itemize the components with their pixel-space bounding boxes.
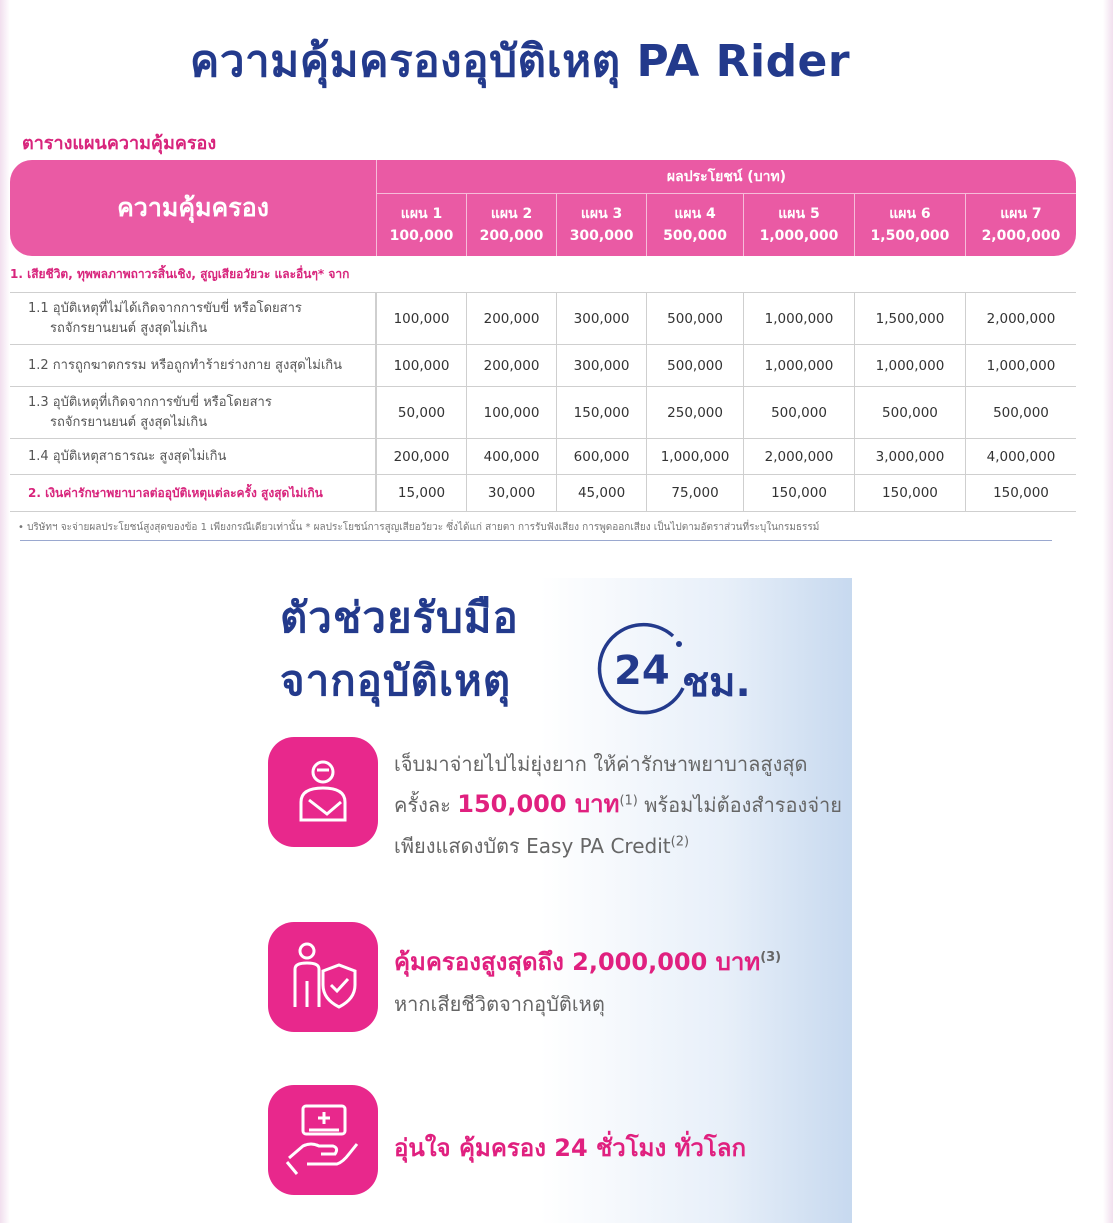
table-subtitle: ตารางแผนความคุ้มครอง — [22, 133, 217, 154]
table-cell: 100,000 — [376, 345, 466, 387]
plan-header: แผน 2 200,000 — [466, 194, 556, 256]
plan-header: แผน 3 300,000 — [556, 194, 646, 256]
table-cell: 250,000 — [646, 387, 743, 439]
table-cell: 500,000 — [854, 387, 965, 439]
table-cell: 100,000 — [376, 293, 466, 345]
table-cell: 500,000 — [646, 293, 743, 345]
promo-heading-line2: จากอุบัติเหตุ — [280, 656, 512, 705]
feature1-line3: เพียงแสดงบัตร Easy PA Credit$^{(2)}$ — [394, 834, 690, 858]
table-cell: 100,000 — [466, 387, 556, 439]
table-cell: 1,000,000 — [965, 345, 1076, 387]
table-cell: 150,000 — [965, 475, 1076, 512]
table-cell: 200,000 — [466, 293, 556, 345]
table-cell: 300,000 — [556, 345, 646, 387]
table-cell: 150,000 — [743, 475, 854, 512]
table-cell: 50,000 — [376, 387, 466, 439]
person-shield-icon — [268, 922, 378, 1032]
table-cell: 400,000 — [466, 439, 556, 475]
hours-unit: ชม. — [682, 660, 751, 706]
table-cell: 1,000,000 — [743, 345, 854, 387]
feature1-line2: ครั้งละ 150,000 บาท$^{(1)}$ พร้อมไม่ต้องสำรองจ่าย — [394, 790, 842, 818]
coverage-table — [10, 160, 1076, 512]
table-cell: 4,000,000 — [965, 439, 1076, 475]
plan-header: แผน 1 100,000 — [376, 194, 466, 256]
table-cell: 600,000 — [556, 439, 646, 475]
table-cell: 2,000,000 — [965, 293, 1076, 345]
feature2-subtitle: หากเสียชีวิตจากอุบัติเหตุ — [394, 992, 605, 1016]
divider — [20, 540, 1052, 541]
plan-header: แผน 6 1,500,000 — [854, 194, 965, 256]
table-cell: 1,000,000 — [646, 439, 743, 475]
table-row — [10, 439, 1076, 475]
table-cell: 150,000 — [556, 387, 646, 439]
plan-header: แผน 5 1,000,000 — [743, 194, 854, 256]
table-row — [10, 387, 1076, 439]
row-label: 1.4 อุบัติเหตุสาธารณะ สูงสุดไม่เกิน — [10, 439, 376, 475]
plan-header: แผน 7 2,000,000 — [965, 194, 1076, 256]
row-label: 2. เงินค่ารักษาพยาบาลต่ออุบัติเหตุแต่ละครั้ง สูงสุดไม่เกิน — [10, 475, 376, 512]
table-cell: 1,500,000 — [854, 293, 965, 345]
feature3-title: อุ่นใจ คุ้มครอง 24 ชั่วโมง ทั่วโลก — [394, 1134, 746, 1162]
table-cell: 1,000,000 — [854, 345, 965, 387]
table-cell: 15,000 — [376, 475, 466, 512]
table-cell: 3,000,000 — [854, 439, 965, 475]
row-label: 1.2 การถูกฆาตกรรม หรือถูกทำร้ายร่างกาย สูงสุดไม่เกิน — [10, 345, 376, 387]
hours-number: 24 — [614, 648, 670, 694]
promo-heading-line1: ตัวช่วยรับมือ — [280, 593, 519, 642]
coverage-header: ความคุ้มครอง — [10, 160, 376, 256]
table-cell: 500,000 — [743, 387, 854, 439]
table-row — [10, 345, 1076, 387]
table-footnote: • บริษัทฯ จะจ่ายผลประโยชน์สูงสุดของข้อ 1 เพียงกรณีเดียวเท่านั้น * ผลประโยชน์การสูญเสียอวัยวะ ซึ่งได้แก่ สายตา การรับฟังเสียง การพูดออกเสียง เป็นไปตามอัตราส่วนที่ระบุในกรมธรรม์ — [18, 522, 820, 533]
table-cell: 45,000 — [556, 475, 646, 512]
page-title: ความคุ้มครองอุบัติเหตุ PA Rider — [189, 36, 851, 87]
table-cell: 300,000 — [556, 293, 646, 345]
table-cell: 500,000 — [965, 387, 1076, 439]
table-cell: 200,000 — [466, 345, 556, 387]
table-cell: 30,000 — [466, 475, 556, 512]
hand-medical-card-icon — [268, 1085, 378, 1195]
row-label: 1.3 อุบัติเหตุที่เกิดจากการขับขี่ หรือโดยสาร รถจักรยานยนต์ สูงสุดไม่เกิน — [10, 387, 376, 439]
row-label: 1.1 อุบัติเหตุที่ไม่ได้เกิดจากการขับขี่ หรือโดยสาร รถจักรยานยนต์ สูงสุดไม่เกิน — [10, 293, 376, 345]
benefit-header: ผลประโยชน์ (บาท) — [376, 160, 1076, 194]
table-cell: 75,000 — [646, 475, 743, 512]
injured-person-icon — [268, 737, 378, 847]
table-cell: 500,000 — [646, 345, 743, 387]
table-row — [10, 475, 1076, 512]
table-cell: 1,000,000 — [743, 293, 854, 345]
plan-header: แผน 4 500,000 — [646, 194, 743, 256]
feature1-line1: เจ็บมาจ่ายไปไม่ยุ่งยาก ให้ค่ารักษาพยาบาลสูงสุด — [394, 752, 808, 776]
left-edge — [0, 0, 10, 1223]
table-cell: 200,000 — [376, 439, 466, 475]
feature2-title: คุ้มครองสูงสุดถึง 2,000,000 บาท$^{(3)}$ — [394, 948, 782, 976]
table-cell: 2,000,000 — [743, 439, 854, 475]
section-1-heading: 1. เสียชีวิต, ทุพพลภาพถาวรสิ้นเชิง, สูญเสียอวัยวะ และอื่นๆ* จาก — [10, 256, 1076, 293]
table-row — [10, 293, 1076, 345]
right-edge — [1103, 0, 1113, 1223]
table-cell: 150,000 — [854, 475, 965, 512]
